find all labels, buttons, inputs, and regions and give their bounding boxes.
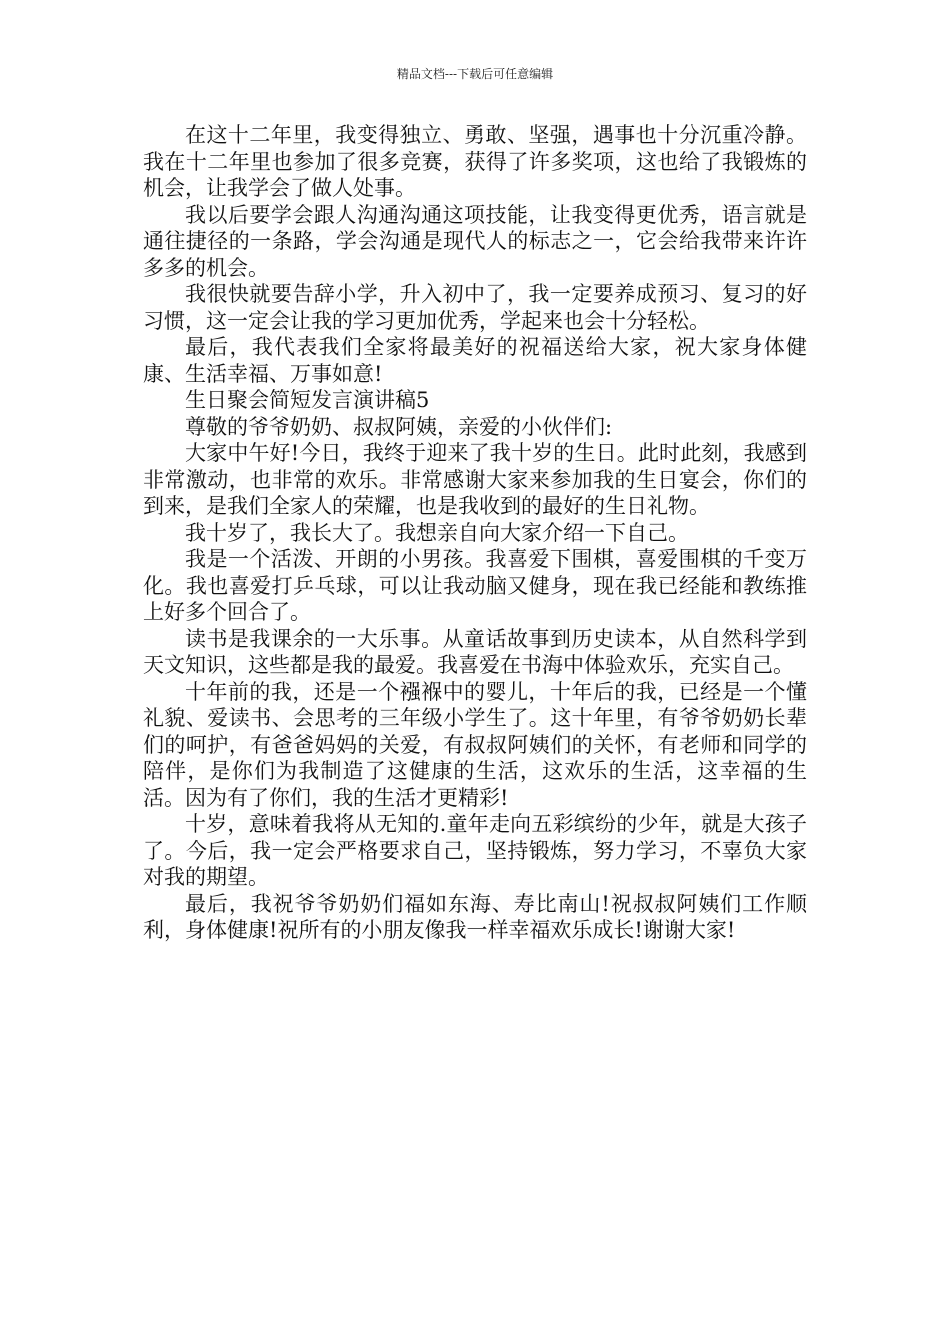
paragraph-3: 我很快就要告辞小学，升入初中了，我一定要养成预习、复习的好习惯，这一定会让我的学习更加优秀，学起来也会十分轻松。 [143,282,807,333]
salutation: 尊敬的爷爷奶奶、叔叔阿姨，亲爱的小伙伴们: [185,414,613,439]
paragraph-4: 最后，我代表我们全家将最美好的祝福送给大家，祝大家身体健康、生活幸福、万事如意! [143,335,807,386]
paragraph-10: 读书是我课余的一大乐事。从童话故事到历史读本，从自然科学到天文知识，这些都是我的最爱。我喜爱在书海中体验欢乐，充实自己。 [143,626,807,677]
paragraph-7: 大家中午好!今日，我终于迎来了我十岁的生日。此时此刻，我感到非常激动，也非常的欢乐。非常感谢大家来参加我的生日宴会，你们的到来，是我们全家人的荣耀，也是我收到的最好的生日礼物。 [143,441,807,518]
page-header: 精品文档---下载后可任意编辑 [396,67,554,81]
paragraph-8: 我十岁了，我长大了。我想亲自向大家介绍一下自己。 [185,520,689,545]
paragraph-13: 最后，我祝爷爷奶奶们福如东海、寿比南山!祝叔叔阿姨们工作顺利，身体健康!祝所有的小朋友像我一样幸福欢乐成长!谢谢大家! [143,891,807,942]
document-body [143,122,807,944]
paragraph-12: 十岁，意味着我将从无知的.童年走向五彩缤纷的少年，就是大孩子了。今后，我一定会严格要求自己，坚持锻炼，努力学习，不辜负大家对我的期望。 [143,812,807,889]
section-title: 生日聚会简短发言演讲稿5 [185,388,430,412]
paragraph-2: 我以后要学会跟人沟通沟通这项技能，让我变得更优秀，语言就是通往捷径的一条路，学会沟通是现代人的标志之一，它会给我带来许许多多的机会。 [143,202,807,280]
paragraph-9: 我是一个活泼、开朗的小男孩。我喜爱下围棋，喜爱围棋的千变万化。我也喜爱打乒乓球，可以让我动脑又健身，现在我已经能和教练推上好多个回合了。 [143,547,807,624]
paragraph-11: 十年前的我，还是一个襁褓中的婴儿，十年后的我，已经是一个懂礼貌、爱读书、会思考的三年级小学生了。这十年里，有爷爷奶奶长辈们的呵护，有爸爸妈妈的关爱，有叔叔阿姨们的关怀，有老师和同学的陪伴，是你们为我制造了这健康的生活，这欢乐的生活，这幸福的生活。因为有了你们，我的生活才更精彩! [143,679,807,810]
paragraph-1: 在这十二年里，我变得独立、勇敢、坚强，遇事也十分沉重冷静。我在十二年里也参加了很多竞赛，获得了许多奖项，这也给了我锻炼的机会，让我学会了做人处事。 [143,123,807,200]
